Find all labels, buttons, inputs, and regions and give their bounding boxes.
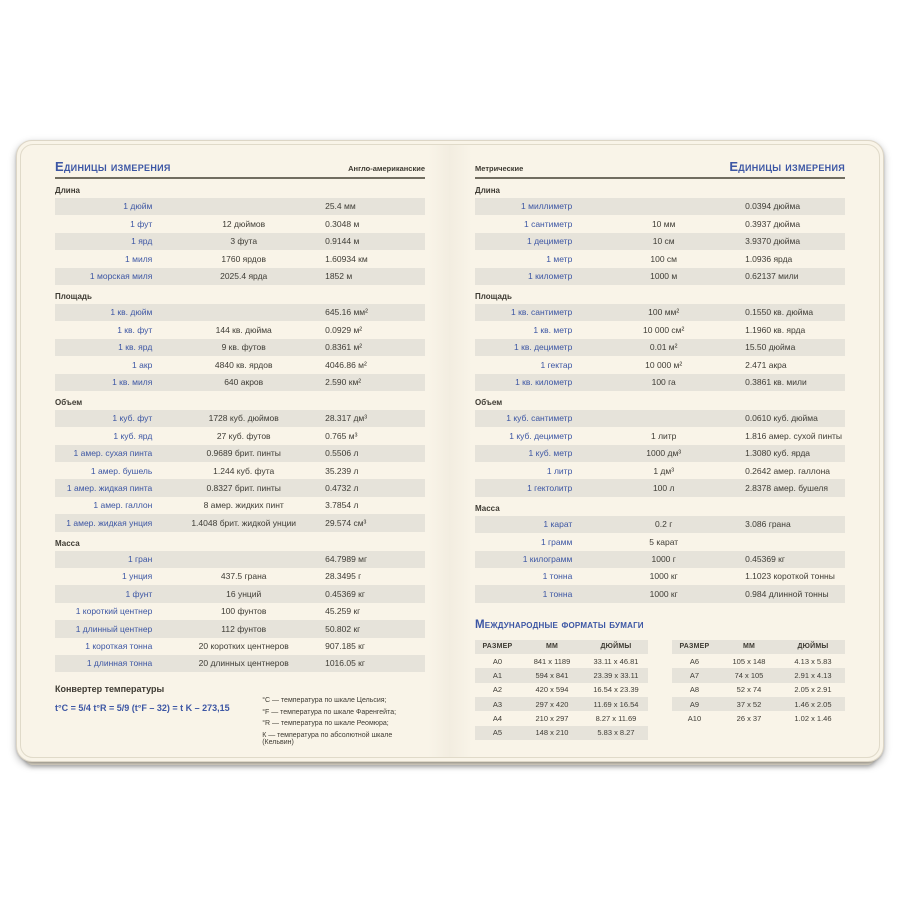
table-cell: 27 куб. футов — [216, 430, 271, 441]
table-cell: 1 фут — [130, 218, 153, 229]
section-label: Объем — [475, 397, 503, 407]
paper-cell: 16.54 x 23.39 — [593, 685, 639, 695]
paper-cell: 1.02 x 1.46 — [794, 713, 832, 723]
paper-cell: A6 — [689, 656, 700, 666]
notebook-spread — [16, 140, 884, 762]
paper-table-a6-a10 — [672, 640, 845, 740]
table-cell: 1 акр — [132, 359, 153, 370]
section-label: Длина — [55, 186, 80, 195]
table-cell: 3.7854 л — [325, 500, 359, 511]
table-cell: 0.3048 м — [325, 218, 360, 229]
paper-cell: A0 — [492, 656, 503, 666]
temp-note: °C — температура по шкале Цельсия; — [262, 697, 387, 705]
table-cell: 1000 кг — [649, 571, 678, 582]
table-cell: 2.471 акра — [745, 359, 787, 370]
table-row — [55, 603, 425, 620]
table-cell: 100 мм² — [648, 307, 680, 318]
table-cell: 1.60934 км — [325, 253, 368, 264]
paper-cell: A4 — [492, 713, 503, 723]
table-cell: 1 кв. фут — [117, 324, 153, 335]
paper-header-row — [475, 640, 648, 654]
table-cell: 1 короткая тонна — [85, 641, 153, 652]
table-row — [475, 410, 845, 427]
table-cell: 1 кв. километр — [515, 376, 573, 387]
table-cell: 1016.05 кг — [325, 658, 365, 669]
table-cell: 10 см — [652, 236, 675, 247]
table-row — [475, 250, 845, 267]
table-cell: 28.317 дм³ — [325, 413, 368, 424]
table-cell: 112 фунтов — [221, 623, 267, 634]
table-cell: 0.984 длинной тонны — [745, 588, 829, 599]
table-cell: 144 кв. дюйма — [215, 324, 272, 335]
table-cell: 1 километр — [528, 271, 573, 281]
table-cell: 0.01 м² — [649, 342, 678, 353]
table-cell: 640 акров — [224, 376, 264, 387]
table-cell: 4840 кв. ярдов — [214, 359, 273, 370]
paper-header-cell: ММ — [545, 643, 558, 651]
paper-cell: 33.11 x 46.81 — [593, 656, 639, 666]
table-cell: 5 карат — [649, 536, 679, 547]
table-cell: 16 унций — [226, 588, 262, 599]
paper-header-cell: ДЮЙМЫ — [600, 643, 632, 651]
table-cell: 1 карат — [543, 519, 573, 530]
table-row — [55, 356, 425, 373]
table-cell: 45.259 кг — [325, 606, 361, 617]
paper-row — [672, 697, 845, 711]
table-cell: 0.9144 м — [325, 236, 360, 247]
page-gutter — [428, 145, 472, 757]
table-cell: 10 мм — [651, 218, 676, 229]
paper-header-row — [672, 640, 845, 654]
table-cell: 1000 дм³ — [646, 448, 682, 459]
paper-row — [672, 654, 845, 668]
table-row — [475, 374, 845, 391]
table-cell: 1 сантиметр — [523, 218, 573, 229]
table-cell: 10 000 см² — [643, 324, 685, 335]
table-cell: 1.0936 ярда — [745, 253, 793, 264]
unit-section — [55, 398, 425, 532]
page-right-header — [475, 153, 845, 179]
table-row — [475, 304, 845, 321]
table-cell: 0.2 г — [655, 519, 673, 530]
table-cell: 1 тонна — [542, 588, 573, 599]
paper-formats-title: Международные форматы бумаги — [475, 618, 644, 631]
table-cell: 50.802 кг — [325, 623, 361, 634]
table-cell: 0.0929 м² — [325, 324, 363, 335]
table-row — [475, 551, 845, 568]
table-cell: 8 амер. жидких пинт — [203, 500, 284, 511]
page-right — [475, 153, 845, 740]
section-label: Масса — [475, 503, 500, 513]
table-row — [55, 479, 425, 496]
page-title: Единицы измерения — [729, 159, 845, 174]
table-cell: 1000 г — [651, 554, 676, 565]
page-left — [55, 153, 425, 750]
paper-cell: 297 x 420 — [535, 699, 569, 709]
table-cell: 1 куб. ярд — [113, 430, 153, 441]
paper-row — [475, 697, 648, 711]
table-row — [475, 339, 845, 356]
table-cell: 1 грамм — [540, 536, 573, 547]
paper-row — [672, 668, 845, 682]
table-row — [55, 462, 425, 479]
table-row — [475, 321, 845, 338]
unit-section — [55, 539, 425, 673]
table-row — [475, 516, 845, 533]
temperature-converter-left — [55, 684, 262, 750]
paper-cell: 2.05 x 2.91 — [794, 685, 832, 695]
table-cell: 1000 м — [650, 271, 678, 281]
table-cell: 1 литр — [650, 430, 677, 441]
section-label: Масса — [55, 538, 80, 548]
table-cell: 0.8361 м² — [325, 342, 363, 353]
paper-header-cell: РАЗМЕР — [482, 643, 513, 651]
table-cell: 0.2642 амер. галлона — [745, 465, 831, 476]
temp-note: °F — температура по шкале Фаренгейта; — [262, 708, 397, 716]
paper-row — [672, 683, 845, 697]
table-cell: 1 кв. дюйм — [110, 307, 153, 318]
table-row — [475, 533, 845, 550]
paper-cell: 210 x 297 — [535, 713, 569, 723]
table-cell: 1 амер. жидкая унция — [66, 517, 153, 528]
paper-cell: 37 x 52 — [736, 699, 762, 709]
table-cell: 20 длинных центнеров — [198, 658, 289, 669]
table-cell: 1 куб. сантиметр — [506, 413, 573, 424]
table-cell: 1 короткий центнер — [75, 606, 153, 617]
table-cell: 1 амер. галлон — [93, 500, 153, 511]
paper-cell: 2.91 x 4.13 — [794, 671, 832, 681]
table-cell: 1 длинная тонна — [86, 658, 153, 669]
table-cell: 12 дюймов — [222, 218, 266, 229]
table-row — [475, 585, 845, 602]
table-row — [55, 374, 425, 391]
table-cell: 1 амер. бушель — [90, 465, 153, 476]
table-cell: 35.239 л — [325, 465, 359, 476]
table-cell: 437.5 грана — [220, 571, 267, 582]
temp-note: К — температура по абсолютной шкале (Кельвин) — [262, 731, 393, 746]
temp-note: °R — температура по шкале Реомюра; — [262, 720, 389, 728]
table-cell: 1 миллиметр — [521, 201, 573, 212]
table-cell: 9 кв. футов — [221, 342, 266, 353]
table-row — [55, 445, 425, 462]
table-cell: 0.5506 л — [325, 448, 359, 459]
paper-cell: 26 x 37 — [736, 713, 762, 723]
temperature-converter — [55, 684, 425, 750]
paper-formats — [475, 619, 845, 740]
paper-cell: 148 x 210 — [535, 728, 569, 738]
table-cell: 3.086 грана — [745, 519, 791, 530]
table-cell: 1 морская миля — [89, 271, 153, 281]
table-row — [55, 585, 425, 602]
table-cell: 1 дюйм — [123, 201, 153, 212]
unit-section — [475, 504, 845, 603]
temperature-formula: t°C = 5/4 t°R = 5/9 (t°F – 32) = t K – 273,15 — [55, 703, 230, 714]
table-row — [475, 356, 845, 373]
table-cell: 1.244 куб. фута — [213, 465, 275, 476]
table-row — [475, 198, 845, 215]
table-cell: 1 куб. дециметр — [509, 430, 573, 441]
table-cell: 0.0394 дюйма — [745, 201, 801, 212]
table-row — [55, 321, 425, 338]
table-row — [55, 339, 425, 356]
unit-section — [475, 292, 845, 391]
table-cell: 1 гектар — [540, 359, 573, 370]
table-cell: 1760 ярдов — [221, 253, 266, 264]
table-cell: 1 фунт — [125, 588, 153, 599]
unit-section — [55, 292, 425, 391]
paper-cell: A10 — [687, 713, 702, 723]
table-cell: 0.0610 куб. дюйма — [745, 413, 818, 424]
paper-row — [475, 654, 648, 668]
table-cell: 2025.4 ярда — [220, 271, 268, 281]
table-row — [475, 427, 845, 444]
paper-table-a0-a5 — [475, 640, 648, 740]
paper-cell: A2 — [492, 685, 503, 695]
table-cell: 0.3937 дюйма — [745, 218, 801, 229]
table-cell: 0.1550 кв. дюйма — [745, 307, 814, 318]
table-row — [55, 250, 425, 267]
table-row — [55, 268, 425, 285]
table-cell: 2.8378 амер. бушеля — [745, 482, 828, 493]
table-cell: 1 гран — [127, 554, 153, 565]
table-cell: 100 фунтов — [220, 606, 267, 617]
table-row — [475, 215, 845, 232]
table-cell: 3.9370 дюйма — [745, 236, 801, 247]
table-cell: 1852 м — [325, 271, 353, 281]
paper-cell: A9 — [689, 699, 700, 709]
page-title: Единицы измерения — [55, 159, 171, 174]
unit-sections-right — [475, 186, 845, 603]
table-cell: 1 кв. ярд — [118, 342, 153, 353]
table-cell: 0.8327 брит. пинты — [206, 482, 281, 493]
table-row — [55, 551, 425, 568]
table-cell: 1 килограмм — [522, 554, 573, 565]
table-row — [55, 638, 425, 655]
paper-header-cell: РАЗМЕР — [679, 643, 710, 651]
paper-row — [672, 711, 845, 725]
table-cell: 0.45369 кг — [745, 554, 785, 565]
temperature-notes — [262, 684, 425, 750]
table-cell: 1 унция — [122, 571, 153, 582]
paper-row — [475, 668, 648, 682]
table-cell: 0.9689 брит. пинты — [206, 448, 281, 459]
table-cell: 100 га — [651, 376, 676, 387]
table-row — [55, 620, 425, 637]
paper-row — [475, 711, 648, 725]
unit-sections-left — [55, 186, 425, 672]
table-cell: 1728 куб. дюймов — [208, 413, 279, 424]
paper-cell: 11.69 x 16.54 — [593, 699, 639, 709]
unit-section — [475, 398, 845, 497]
paper-cell: 841 x 1189 — [533, 656, 571, 666]
paper-row — [475, 726, 648, 740]
temperature-title: Конвертер температуры — [55, 684, 165, 695]
paper-cell: 594 x 841 — [535, 671, 569, 681]
table-cell: 0.62137 мили — [745, 271, 799, 281]
table-row — [475, 268, 845, 285]
table-cell: 1.1023 короткой тонны — [745, 571, 835, 582]
paper-header-cell: ДЮЙМЫ — [797, 643, 829, 651]
table-cell: 1 ярд — [131, 236, 153, 247]
paper-cell: 1.46 x 2.05 — [794, 699, 832, 709]
paper-header-cell: ММ — [742, 643, 755, 651]
table-cell: 1 длинный центнер — [75, 623, 153, 634]
section-label: Площадь — [475, 291, 512, 301]
table-cell: 1 тонна — [542, 571, 573, 582]
table-row — [475, 479, 845, 496]
table-cell: 3 фута — [230, 236, 258, 247]
paper-cell: 8.27 x 11.69 — [595, 713, 637, 723]
table-row — [55, 233, 425, 250]
table-cell: 1 куб. метр — [528, 448, 573, 459]
table-cell: 1.3080 куб. ярда — [745, 448, 811, 459]
table-cell: 1 гектолитр — [527, 482, 573, 493]
table-cell: 1000 кг — [649, 588, 678, 599]
table-row — [55, 497, 425, 514]
unit-section — [55, 186, 425, 285]
page-subtitle: Метрические — [475, 164, 524, 173]
table-cell: 0.765 м³ — [325, 430, 358, 441]
table-cell: 1 метр — [546, 253, 573, 264]
table-cell: 1 дециметр — [526, 236, 573, 247]
paper-cell: A8 — [689, 685, 700, 695]
table-cell: 15.50 дюйма — [745, 342, 796, 353]
table-cell: 1.4048 брит. жидкой унции — [191, 517, 297, 528]
paper-cell: A1 — [492, 671, 503, 681]
table-cell: 1 кв. метр — [533, 324, 573, 335]
table-cell: 1 дм³ — [653, 465, 675, 476]
paper-cell: 4.13 x 5.83 — [794, 656, 832, 666]
section-label: Объем — [55, 397, 83, 407]
table-cell: 645.16 мм² — [325, 307, 368, 318]
paper-cell: 23.39 x 33.11 — [593, 671, 639, 681]
table-row — [475, 568, 845, 585]
section-label: Площадь — [55, 291, 92, 301]
paper-cell: 5.83 x 8.27 — [597, 728, 635, 738]
table-row — [475, 445, 845, 462]
table-row — [475, 233, 845, 250]
table-row — [55, 514, 425, 531]
table-cell: 1.1960 кв. ярда — [745, 324, 806, 335]
table-row — [55, 410, 425, 427]
paper-cell: 105 x 148 — [732, 656, 766, 666]
section-label: Длина — [475, 186, 500, 195]
table-cell: 28.3495 г — [325, 571, 362, 582]
page-left-header — [55, 153, 425, 179]
table-cell: 907.185 кг — [325, 641, 365, 652]
table-cell: 29.574 см³ — [325, 517, 367, 528]
table-row — [55, 427, 425, 444]
paper-cell: 74 x 105 — [734, 671, 764, 681]
table-row — [55, 198, 425, 215]
paper-formats-tables — [475, 640, 845, 740]
paper-cell: A3 — [492, 699, 503, 709]
table-row — [55, 655, 425, 672]
table-cell: 1 амер. сухая пинта — [73, 448, 153, 459]
table-cell: 2.590 км² — [325, 376, 362, 387]
paper-row — [475, 683, 648, 697]
table-cell: 4046.86 м² — [325, 359, 367, 370]
table-cell: 64.7989 мг — [325, 554, 368, 565]
table-cell: 1 кв. миля — [112, 376, 153, 387]
table-cell: 1 литр — [546, 465, 573, 476]
paper-cell: 420 x 594 — [535, 685, 569, 695]
paper-cell: A5 — [492, 728, 503, 738]
unit-section — [475, 186, 845, 285]
table-cell: 0.45369 кг — [325, 588, 365, 599]
table-cell: 100 см — [650, 253, 678, 264]
table-cell: 1 куб. фут — [112, 413, 153, 424]
table-cell: 1 миля — [125, 253, 153, 264]
table-row — [55, 215, 425, 232]
table-row — [475, 462, 845, 479]
table-cell: 0.4732 л — [325, 482, 359, 493]
table-cell: 1 амер. жидкая пинта — [66, 482, 153, 493]
table-cell: 25.4 мм — [325, 201, 356, 212]
table-cell: 0.3861 кв. мили — [745, 376, 807, 387]
page-subtitle: Англо-американские — [348, 164, 425, 173]
table-row — [55, 304, 425, 321]
table-cell: 20 коротких центнеров — [198, 641, 289, 652]
table-cell: 1.816 амер. сухой пинты — [745, 430, 843, 441]
paper-cell: 52 x 74 — [736, 685, 762, 695]
table-cell: 1 кв. сантиметр — [511, 307, 573, 318]
table-row — [55, 568, 425, 585]
table-cell: 10 000 м² — [645, 359, 683, 370]
table-cell: 1 кв. дециметр — [514, 342, 573, 353]
paper-cell: A7 — [689, 671, 700, 681]
table-cell: 100 л — [652, 482, 675, 493]
